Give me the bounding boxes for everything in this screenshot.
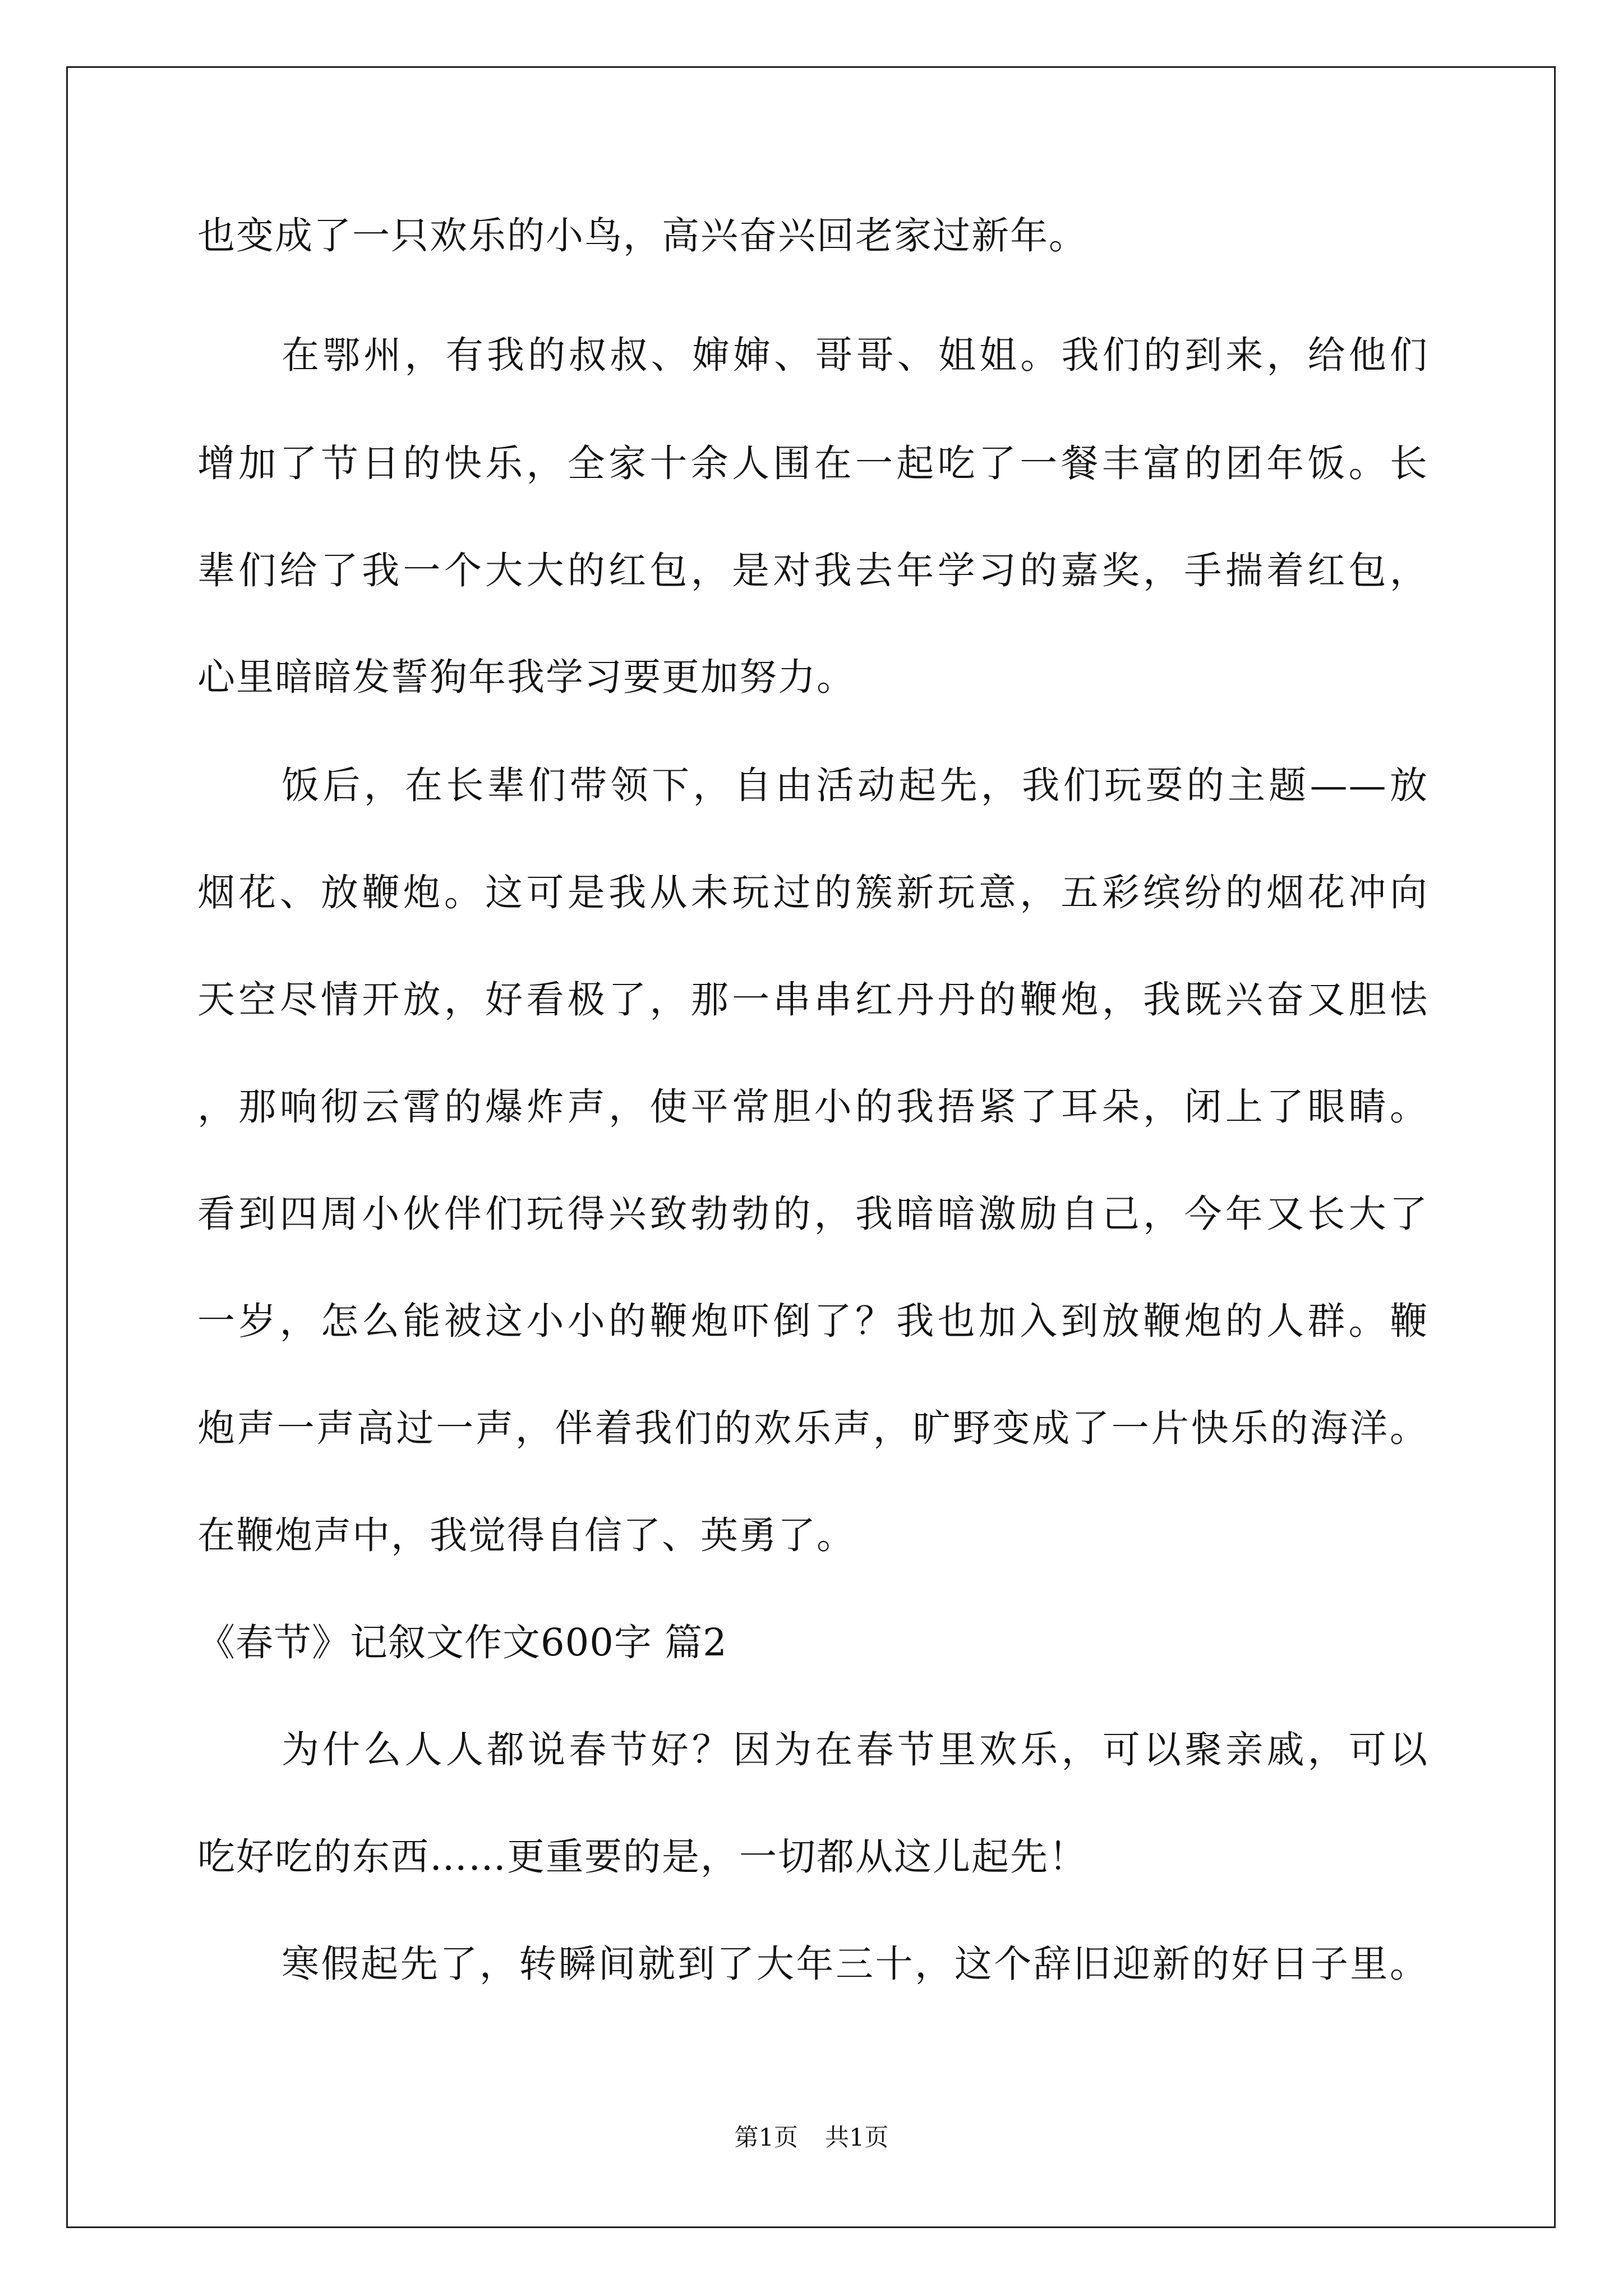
page-footer (0, 2122, 1623, 2154)
text-line: 增加了节日的快乐，全家十余人围在一起吃了一餐丰富的团年饭。长 (197, 441, 1428, 485)
text-line: 心里暗暗发誓狗年我学习要更加努力。 (197, 655, 855, 699)
text-line: 辈们给了我一个大大的红包，是对我去年学习的嘉奖，手揣着红包， (197, 549, 1428, 592)
text-line: 天空尽情开放，好看极了，那一串串红丹丹的鞭炮，我既兴奋又胆怯 (197, 978, 1428, 1022)
paragraph-start-line: 为什么人人都说春节好？因为在春节里欢乐，可以聚亲戚，可以 (282, 1728, 1428, 1772)
text-line: 也变成了一只欢乐的小鸟，高兴奋兴回老家过新年。 (197, 214, 1087, 257)
page-total: 共1页 (825, 2124, 889, 2152)
page-border (66, 66, 1556, 2228)
page-current: 第1页 (734, 2124, 798, 2152)
paragraph-start-line: 饭后，在长辈们带领下，自由活动起先，我们玩耍的主题——放 (282, 763, 1428, 807)
text-line: ，那响彻云霄的爆炸声，使平常胆小的我捂紧了耳朵，闭上了眼睛。 (197, 1085, 1428, 1129)
text-line: 在鞭炮声中，我觉得自信了、英勇了。 (197, 1513, 855, 1557)
section-heading: 《春节》记叙文作文600字 篇2 (197, 1621, 727, 1664)
paragraph-start-line: 在鄂州，有我的叔叔、婶婶、哥哥、姐姐。我们的到来，给他们 (282, 333, 1428, 377)
text-line: 烟花、放鞭炮。这可是我从未玩过的簇新玩意，五彩缤纷的烟花冲向 (197, 871, 1428, 914)
text-line: 一岁，怎么能被这小小的鞭炮吓倒了？我也加入到放鞭炮的人群。鞭 (197, 1299, 1428, 1343)
paragraph-start-line: 寒假起先了，转瞬间就到了大年三十，这个辞旧迎新的好日子里。 (282, 1942, 1428, 1986)
text-line: 吃好吃的东西……更重要的是，一切都从这儿起先！ (197, 1835, 1087, 1879)
text-line: 看到四周小伙伴们玩得兴致勃勃的，我暗暗激励自己，今年又长大了 (197, 1192, 1428, 1236)
text-line: 炮声一声高过一声，伴着我们的欢乐声，旷野变成了一片快乐的海洋。 (197, 1406, 1428, 1450)
